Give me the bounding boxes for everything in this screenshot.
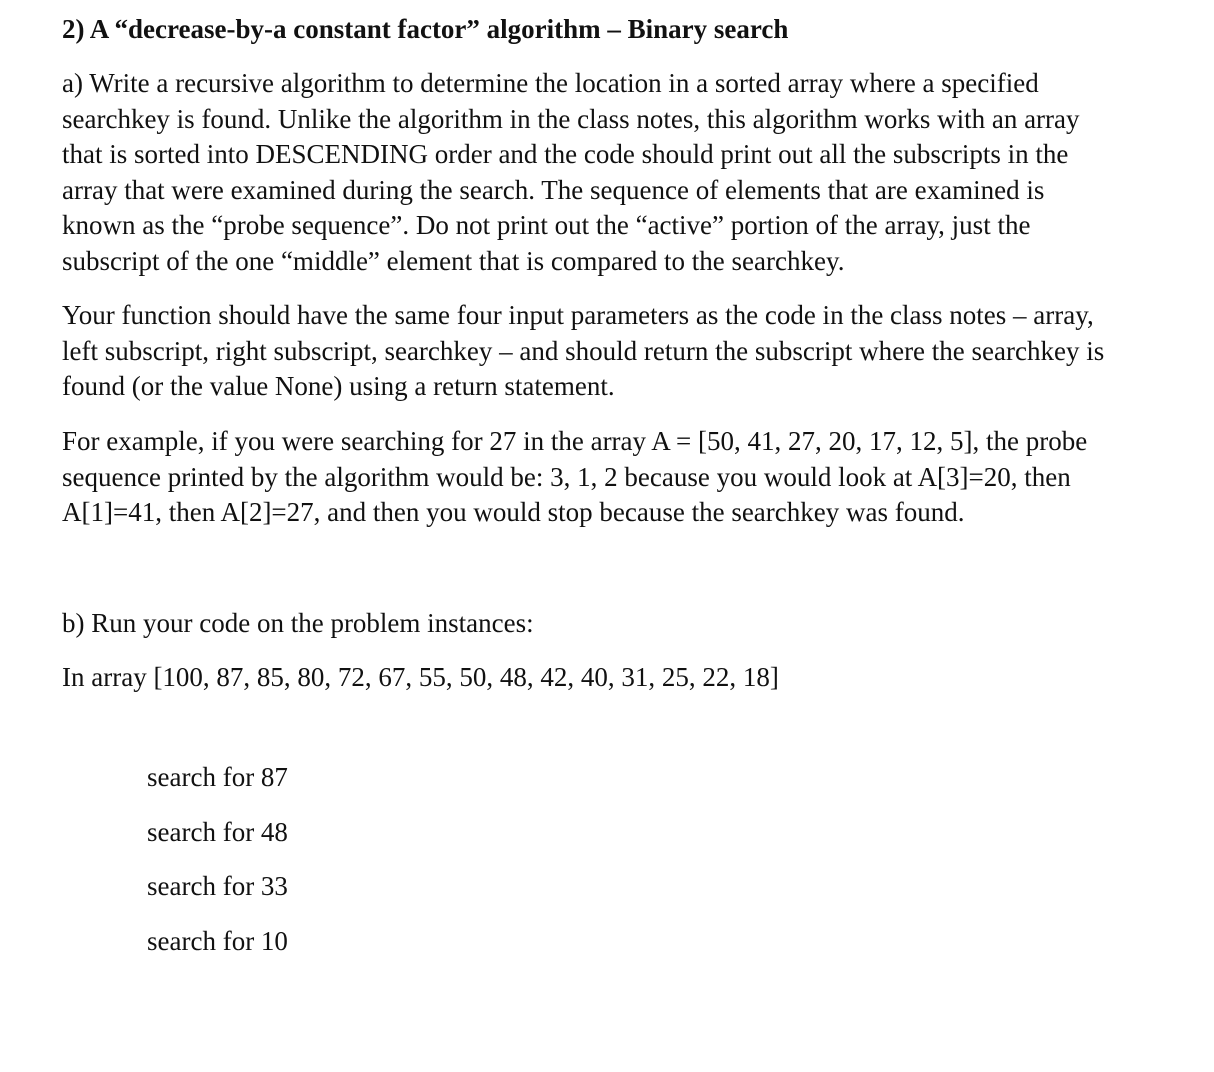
example-paragraph — [62, 424, 1087, 531]
example-line: A[1]=41, then A[2]=27, and then you would stop because the searchkey was found. — [62, 497, 965, 527]
example-line: sequence printed by the algorithm would be: 3, 1, 2 because you would look at A[3]=20, then — [62, 461, 1071, 492]
part-b-label-text: b) Run your code on the problem instances: — [62, 608, 534, 638]
part-a-line: subscript of the one “middle” element that is compared to the searchkey. — [62, 245, 845, 276]
part-a-line: searchkey is found. Unlike the algorithm in the class notes, this algorithm works with an array — [62, 103, 1080, 134]
array-line — [62, 660, 779, 696]
section-heading: 2) A “decrease-by-a constant factor” algorithm – Binary search — [62, 14, 789, 44]
part-a-line: array that were examined during the search. The sequence of elements that are examined is — [62, 174, 1045, 205]
search-item: search for 10 — [147, 926, 288, 956]
parameters-line: left subscript, right subscript, searchkey – and should return the subscript where the searchkey is — [62, 335, 1105, 366]
search-item: search for 33 — [147, 871, 288, 901]
array-line-text: In array [100, 87, 85, 80, 72, 67, 55, 50, 48, 42, 40, 31, 25, 22, 18] — [62, 662, 779, 692]
part-b-label — [62, 606, 534, 642]
part-a-line: that is sorted into DESCENDING order and the code should print out all the subscripts in the — [62, 139, 1069, 169]
parameters-line: found (or the value None) using a return statement. — [62, 371, 615, 401]
part-a-line: known as the “probe sequence”. Do not print out the “active” portion of the array, just the — [62, 210, 1031, 240]
example-line: For example, if you were searching for 27 in the array A = [50, 41, 27, 20, 17, 12, 5], the probe — [62, 426, 1088, 456]
parameters-line: Your function should have the same four input parameters as the code in the class notes – array, — [62, 300, 1094, 330]
parameters-paragraph — [62, 298, 1104, 405]
search-item: search for 87 — [147, 762, 288, 792]
part-a-paragraph — [62, 66, 1080, 279]
part-a-line: a) Write a recursive algorithm to determine the location in a sorted array where a specified — [62, 68, 1039, 98]
search-item: search for 48 — [147, 817, 288, 847]
